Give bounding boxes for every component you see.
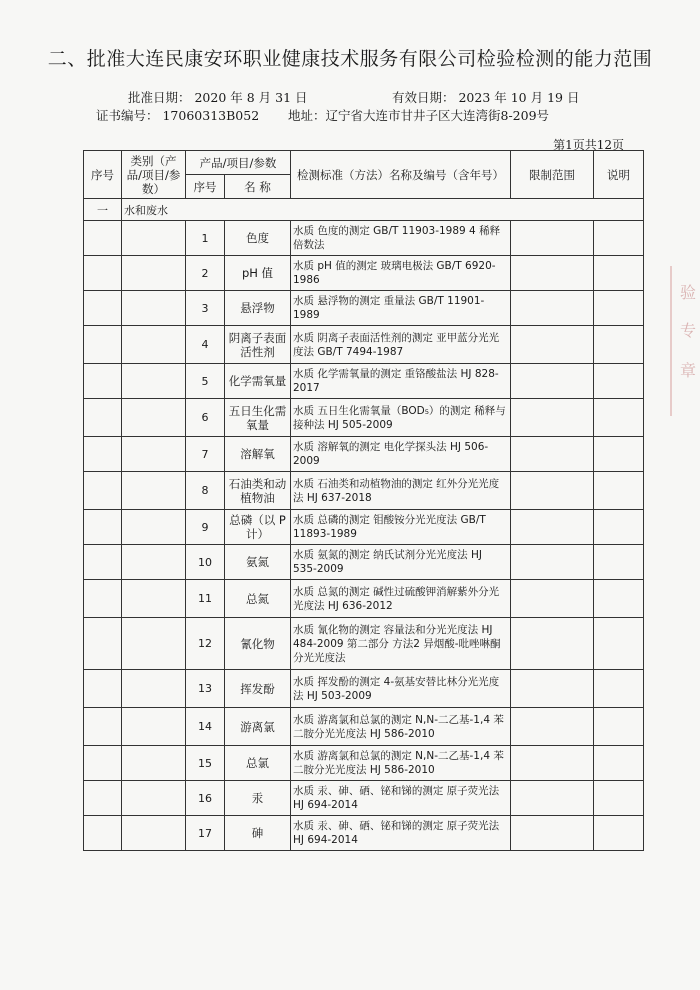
- item-standard: 水质 总磷的测定 钼酸铵分光光度法 GB/T 11893-1989: [291, 510, 511, 545]
- table-row: [84, 510, 644, 545]
- item-standard: 水质 汞、砷、硒、铋和锑的测定 原子荧光法 HJ 694-2014: [291, 816, 511, 851]
- row-seq: [84, 746, 122, 781]
- item-standard: 水质 氨氮的测定 纳氏试剂分光光度法 HJ 535-2009: [291, 545, 511, 580]
- table-row: [84, 364, 644, 399]
- item-number: 10: [186, 545, 225, 580]
- row-category: [122, 364, 186, 399]
- item-number: 5: [186, 364, 225, 399]
- row-seq: [84, 364, 122, 399]
- row-seq: [84, 670, 122, 708]
- item-name: 游离氯: [225, 708, 291, 746]
- row-category: [122, 326, 186, 364]
- item-name: 氨氮: [225, 545, 291, 580]
- item-number: 3: [186, 291, 225, 326]
- item-standard: 水质 游离氯和总氯的测定 N,N-二乙基-1,4 苯二胺分光光度法 HJ 586-2010: [291, 708, 511, 746]
- page-title: 二、批准大连民康安环职业健康技术服务有限公司检验检测的能力范围: [47, 48, 653, 70]
- row-seq: [84, 708, 122, 746]
- item-number: 13: [186, 670, 225, 708]
- row-seq: [84, 472, 122, 510]
- item-note: [594, 708, 644, 746]
- item-name: 石油类和动植物油: [225, 472, 291, 510]
- row-category: [122, 510, 186, 545]
- table-row: [84, 221, 644, 256]
- address: 地址：辽宁省大连市甘井子区大连湾街8-209号: [288, 108, 550, 123]
- header-limit: 限制范围: [511, 151, 594, 199]
- item-standard: 水质 游离氯和总氯的测定 N,N-二乙基-1,4 苯二胺分光光度法 HJ 586-2010: [291, 746, 511, 781]
- table-row: [84, 437, 644, 472]
- page-number: 第1页共12页: [553, 138, 624, 152]
- item-note: [594, 670, 644, 708]
- item-standard: 水质 悬浮物的测定 重量法 GB/T 11901-1989: [291, 291, 511, 326]
- approve-date: 批准日期： 2020 年 8 月 31 日: [128, 90, 308, 105]
- item-name: 化学需氧量: [225, 364, 291, 399]
- item-limit: [511, 437, 594, 472]
- item-standard: 水质 石油类和动植物油的测定 红外分光光度法 HJ 637-2018: [291, 472, 511, 510]
- row-category: [122, 472, 186, 510]
- row-category: [122, 545, 186, 580]
- item-limit: [511, 781, 594, 816]
- certificate-number: 证书编号： 17060313B052: [96, 108, 260, 123]
- table-row: [84, 472, 644, 510]
- item-number: 6: [186, 399, 225, 437]
- row-category: [122, 670, 186, 708]
- item-number: 16: [186, 781, 225, 816]
- item-name: 溶解氧: [225, 437, 291, 472]
- row-category: [122, 221, 186, 256]
- row-category: [122, 291, 186, 326]
- item-standard: 水质 溶解氧的测定 电化学探头法 HJ 506-2009: [291, 437, 511, 472]
- item-limit: [511, 580, 594, 618]
- item-note: [594, 437, 644, 472]
- table-row: [84, 399, 644, 437]
- item-limit: [511, 256, 594, 291]
- item-limit: [511, 618, 594, 670]
- item-name: 汞: [225, 781, 291, 816]
- item-limit: [511, 399, 594, 437]
- item-note: [594, 256, 644, 291]
- section-name: 水和废水: [122, 199, 644, 221]
- item-standard: 水质 氰化物的测定 容量法和分光光度法 HJ 484-2009 第二部分 方法2 异烟酸-吡唑啉酮分光光度法: [291, 618, 511, 670]
- row-category: [122, 708, 186, 746]
- item-standard: 水质 阴离子表面活性剂的测定 亚甲蓝分光光度法 GB/T 7494-1987: [291, 326, 511, 364]
- table-row: [84, 326, 644, 364]
- row-category: [122, 256, 186, 291]
- item-name: 砷: [225, 816, 291, 851]
- item-note: [594, 510, 644, 545]
- item-limit: [511, 472, 594, 510]
- seal-stamp-fragment: 验 专 章: [670, 266, 700, 416]
- item-number: 17: [186, 816, 225, 851]
- row-category: [122, 399, 186, 437]
- item-number: 4: [186, 326, 225, 364]
- header-product-group: 产品/项目/参数: [186, 151, 291, 175]
- item-note: [594, 364, 644, 399]
- item-number: 8: [186, 472, 225, 510]
- item-number: 7: [186, 437, 225, 472]
- item-limit: [511, 816, 594, 851]
- table-row: [84, 618, 644, 670]
- item-limit: [511, 746, 594, 781]
- row-category: [122, 746, 186, 781]
- header-category: 类别（产品/项目/参数）: [122, 151, 186, 199]
- table-row: [84, 580, 644, 618]
- table-row: [84, 746, 644, 781]
- item-note: [594, 399, 644, 437]
- table-row: [84, 816, 644, 851]
- item-standard: 水质 汞、砷、硒、铋和锑的测定 原子荧光法 HJ 694-2014: [291, 781, 511, 816]
- table-row: [84, 708, 644, 746]
- item-name: 挥发酚: [225, 670, 291, 708]
- table-row: [84, 256, 644, 291]
- item-standard: 水质 五日生化需氧量（BOD₅）的测定 稀释与接种法 HJ 505-2009: [291, 399, 511, 437]
- item-name: 阴离子表面活性剂: [225, 326, 291, 364]
- row-seq: [84, 618, 122, 670]
- item-limit: [511, 670, 594, 708]
- row-seq: [84, 256, 122, 291]
- item-limit: [511, 221, 594, 256]
- row-seq: [84, 580, 122, 618]
- item-standard: 水质 化学需氧量的测定 重铬酸盐法 HJ 828-2017: [291, 364, 511, 399]
- item-note: [594, 326, 644, 364]
- capability-table: [83, 150, 644, 851]
- item-standard: 水质 色度的测定 GB/T 11903-1989 4 稀释倍数法: [291, 221, 511, 256]
- item-name: 悬浮物: [225, 291, 291, 326]
- table-row: [84, 545, 644, 580]
- item-number: 15: [186, 746, 225, 781]
- table-row: [84, 291, 644, 326]
- item-number: 1: [186, 221, 225, 256]
- table-row: [84, 781, 644, 816]
- item-note: [594, 816, 644, 851]
- item-standard: 水质 挥发酚的测定 4-氨基安替比林分光光度法 HJ 503-2009: [291, 670, 511, 708]
- row-category: [122, 816, 186, 851]
- row-seq: [84, 545, 122, 580]
- item-note: [594, 746, 644, 781]
- row-category: [122, 618, 186, 670]
- item-limit: [511, 364, 594, 399]
- item-standard: 水质 总氮的测定 碱性过硫酸钾消解紫外分光光度法 HJ 636-2012: [291, 580, 511, 618]
- header-item-seq: 序号: [186, 175, 225, 199]
- item-number: 11: [186, 580, 225, 618]
- row-category: [122, 437, 186, 472]
- row-seq: [84, 399, 122, 437]
- header-item-name: 名 称: [225, 175, 291, 199]
- item-name: pH 值: [225, 256, 291, 291]
- item-note: [594, 221, 644, 256]
- header-standard: 检测标准（方法）名称及编号（含年号）: [291, 151, 511, 199]
- item-number: 2: [186, 256, 225, 291]
- row-seq: [84, 221, 122, 256]
- section-seq: 一: [84, 199, 122, 221]
- item-limit: [511, 510, 594, 545]
- item-name: 总氯: [225, 746, 291, 781]
- item-limit: [511, 708, 594, 746]
- item-note: [594, 781, 644, 816]
- table-row: [84, 670, 644, 708]
- item-name: 五日生化需氧量: [225, 399, 291, 437]
- item-limit: [511, 291, 594, 326]
- row-seq: [84, 326, 122, 364]
- row-category: [122, 781, 186, 816]
- item-number: 9: [186, 510, 225, 545]
- row-seq: [84, 816, 122, 851]
- item-limit: [511, 545, 594, 580]
- row-seq: [84, 781, 122, 816]
- item-note: [594, 618, 644, 670]
- row-category: [122, 580, 186, 618]
- item-note: [594, 580, 644, 618]
- item-name: 氰化物: [225, 618, 291, 670]
- header-seq: 序号: [84, 151, 122, 199]
- item-name: 色度: [225, 221, 291, 256]
- row-seq: [84, 291, 122, 326]
- item-standard: 水质 pH 值的测定 玻璃电极法 GB/T 6920-1986: [291, 256, 511, 291]
- item-note: [594, 472, 644, 510]
- item-note: [594, 291, 644, 326]
- valid-date: 有效日期： 2023 年 10 月 19 日: [392, 90, 580, 105]
- item-name: 总磷（以 P 计）: [225, 510, 291, 545]
- item-note: [594, 545, 644, 580]
- header-note: 说明: [594, 151, 644, 199]
- item-name: 总氮: [225, 580, 291, 618]
- row-seq: [84, 510, 122, 545]
- item-number: 12: [186, 618, 225, 670]
- item-limit: [511, 326, 594, 364]
- row-seq: [84, 437, 122, 472]
- item-number: 14: [186, 708, 225, 746]
